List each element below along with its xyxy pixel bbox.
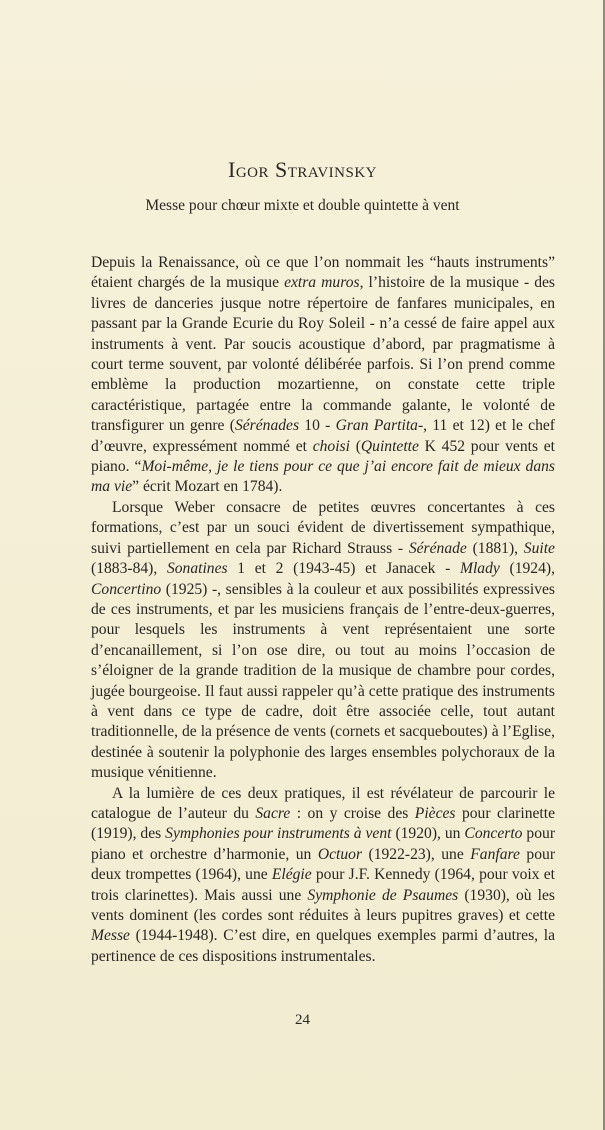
text-run: pour J.F. Kennedy (1964, pour voix et trois clarinettes). Mais aussi une — [91, 866, 555, 904]
page-title: Igor Stravinsky — [228, 157, 377, 182]
text-run: (1925) -, sensibles à la couleur et aux possibilités expressives de ces instruments, et par les musiciens français de l’entre-deux-guerres, pour lesquels les instruments à vent représentaient une sorte d’encanaillement, si l’on ose dire, ou tout au moins l’occasion de s’éloigner de la grande tradition de la musique de chambre pour cordes, jugée bourgeoise. Il faut aussi rappeler qu’à cette pratique des instruments à vent dans ce type de cadre, doit être associée celle, tout autant traditionnelle, de la présence de vents (cornets et sacqueboutes) à l’Eglise, destinée à soutenir la polyphonie des larges ensembles polychoraux de la musique vénitienne. — [91, 580, 555, 782]
page-number: 24 — [295, 1012, 310, 1028]
text-run: 1 et 2 (1943-45) et Janacek - — [227, 560, 460, 578]
italic-run: Octuor — [317, 845, 363, 863]
italic-run: Gran Partita — [335, 417, 418, 435]
italic-run: Moi-même, je le tiens pour ce que j’ai encore fait de mieux dans ma vie — [91, 458, 555, 496]
text-run: (1922-23), une — [362, 845, 471, 863]
text-run: -, 11 et 12) et le chef d’œuvre, expressément nommé et — [91, 417, 555, 455]
italic-run: Sérénade — [408, 539, 467, 557]
text-run: Depuis la Renaissance, où ce que l’on nommait les “hauts instruments” étaient chargés de la musique — [91, 254, 555, 292]
text-run: A la lumière de ces deux pratiques, il est révélateur de parcourir le catalogue de l’auteur du — [91, 784, 555, 822]
italic-run: Messe — [91, 927, 130, 945]
text-run: (1881), — [466, 539, 524, 557]
text-run: : on y croise des — [290, 804, 415, 822]
paragraph — [91, 784, 555, 968]
paragraph — [91, 498, 555, 784]
text-run: K 452 pour vents et piano. “ — [91, 437, 555, 476]
italic-run: Sérénades — [234, 417, 300, 435]
text-run: , l’histoire de la musique - des livres de danceries jusque notre répertoire de fanfares municipales, en passant par la Grande Ecurie du Roy Soleil - n’a cessé de faire appel aux instruments à vent. Par soucis acoustique d’abord, par pragmatisme à court terme souvent, par volonté délibérée parfois. Si l’on prend comme emblème la production mozartienne, on constate cette triple caractéristique, partagée entre la commande galante, le volonté de transfigurer un genre ( — [91, 274, 555, 435]
text-run: (1944-1948). C’est dire, en quelques exemples parmi d’autres, la pertinence de ces dispositions instrumentales. — [91, 927, 555, 965]
italic-run: Mlady — [459, 560, 500, 578]
italic-run: Symphonies pour instruments à vent — [165, 825, 392, 843]
italic-run: Elégie — [271, 866, 312, 884]
text-run: (1883-84), — [91, 560, 167, 578]
text-run: (1920), un — [391, 825, 465, 843]
body-text — [91, 253, 555, 967]
text-run: (1924), — [499, 560, 555, 578]
text-run: 10 - — [299, 417, 336, 435]
italic-run: Sacre — [255, 804, 291, 822]
paragraph — [91, 253, 555, 498]
italic-run: choisi — [312, 437, 350, 455]
italic-run: Concertino — [91, 580, 162, 598]
italic-run: Pièces — [414, 804, 456, 822]
italic-run: extra muros — [284, 274, 360, 292]
italic-run: Fanfare — [470, 845, 520, 863]
italic-run: Suite — [523, 539, 555, 557]
italic-run: Concerto — [464, 825, 523, 843]
italic-run: Sonatines — [166, 560, 228, 578]
page-subtitle: Messe pour chœur mixte et double quintette à vent — [145, 197, 460, 214]
text-run: Lorsque Weber consacre de petites œuvres concertantes à ces formations, c’est par un souci évident de divertissement sympathique, suivi partiellement en cela par Richard Strauss - — [91, 498, 555, 557]
italic-run: Symphonie de Psaumes — [307, 886, 459, 904]
text-run: (1930), où les vents dominent (les cordes sont réduites à leurs pupitres graves) et cette — [91, 886, 555, 924]
text-run: ( — [349, 437, 361, 455]
text-run: ” écrit Mozart en 1784). — [132, 478, 283, 496]
text-run: pour clarinette (1919), des — [91, 804, 555, 843]
text-run: pour deux trompettes (1964), une — [91, 845, 556, 884]
text-run: pour piano et orchestre d’harmonie, un — [91, 825, 556, 863]
italic-run: Quintette — [360, 437, 419, 455]
